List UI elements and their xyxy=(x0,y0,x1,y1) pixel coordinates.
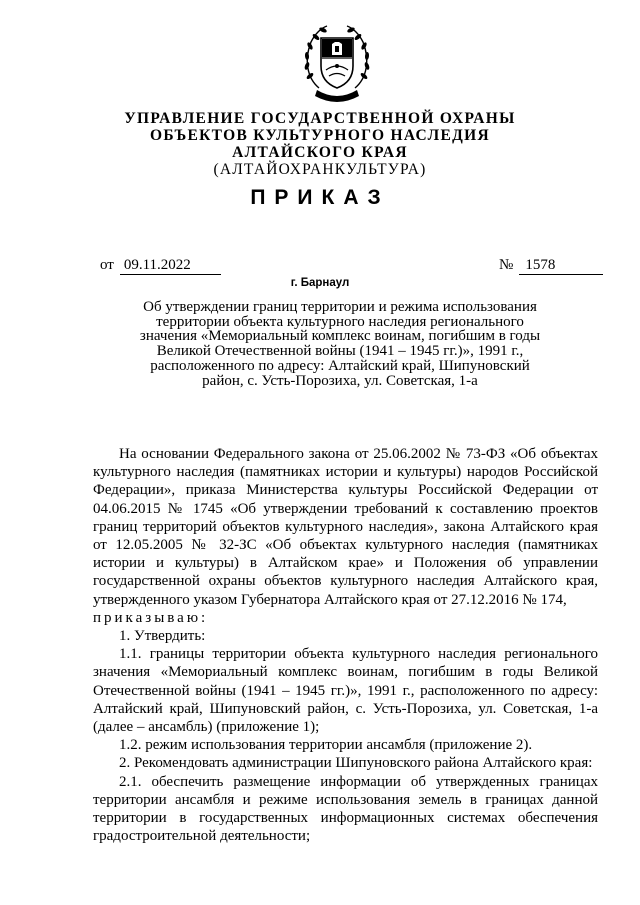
document-date xyxy=(100,257,221,275)
subject-line: расположенного по адресу: Алтайский край, Шипуновский xyxy=(150,357,530,374)
subject-line: значения «Мемориальный комплекс воинам, погибшим в годы xyxy=(139,328,541,345)
organization-name-line-3: АЛТАЙСКОГО КРАЯ xyxy=(232,144,408,161)
clause-1: 1. Утвердить: xyxy=(119,628,206,645)
subject-line: Великой Отечественной войны (1941 – 1945 гг.)», 1991 г., xyxy=(156,343,524,360)
subject-line: территории объекта культурного наследия регионального xyxy=(156,313,524,330)
number-prefix: № xyxy=(499,257,514,273)
clause-2: 2. Рекомендовать администрации Шипуновского района Алтайского края: xyxy=(119,755,593,772)
altai-krai-coat-of-arms-icon xyxy=(299,18,375,104)
document-subject xyxy=(130,300,550,388)
city-name: г. Барнаул xyxy=(290,277,350,289)
clause-1-2: 1.2. режим использования территории ансамбля (приложение 2). xyxy=(119,737,533,754)
number-value: 1578 xyxy=(519,257,603,275)
order-word: приказываю: xyxy=(93,609,209,626)
clause-1-1: 1.1. границы территории объекта культурного наследия регионального значения «Мемориальный комплекс воинам, погибшим в годы Великой Отечественной войны (1941 – 1945 гг.)», 1991 г., расположенного по адресу: Алтайский край, Шипуновский район, с. Усть-Порозиха, ул. Советская, 1-а (далее – ансамбль) (приложение 1); xyxy=(93,646,598,736)
organization-name-line-1: УПРАВЛЕНИЕ ГОСУДАРСТВЕННОЙ ОХРАНЫ xyxy=(124,110,516,127)
subject-line: район, с. Усть-Порозиха, ул. Советская, 1-а xyxy=(202,372,478,389)
subject-line: Об утверждении границ территории и режима использования xyxy=(143,299,537,315)
document-number xyxy=(499,257,603,275)
date-prefix: от xyxy=(100,257,114,273)
preamble-paragraph: На основании Федерального закона от 25.06.2002 № 73-ФЗ «Об объектах культурного наследия (памятниках истории и культуры) народов Российской Федерации», приказа Министерства культуры Российской Федерации от 04.06.2015 № 1745 «Об утверждении требований к составлению проектов границ территорий объектов культурного наследия», закона Алтайского края от 12.05.2005 № 32-ЗС «Об объектах культурного наследия (памятниках истории и культуры) в Алтайском крае» и Положения об управлении государственной охраны объектов культурного наследия Алтайского края, утвержденного указом Губернатора Алтайского края от 27.12.2016 № 174, xyxy=(93,446,598,608)
date-value: 09.11.2022 xyxy=(120,257,221,275)
document-body xyxy=(93,445,598,845)
document-type-title: ПРИКАЗ xyxy=(250,186,390,209)
organization-name-line-2: ОБЪЕКТОВ КУЛЬТУРНОГО НАСЛЕДИЯ xyxy=(150,127,490,144)
clause-2-1: 2.1. обеспечить размещение информации об утвержденных границах территории ансамбля и режиме использования земель в границах данной территории в государственных информационных системах обеспечения градостроительной деятельности; xyxy=(93,773,598,845)
organization-short-name: (АЛТАЙОХРАНКУЛЬТУРА) xyxy=(213,161,427,178)
